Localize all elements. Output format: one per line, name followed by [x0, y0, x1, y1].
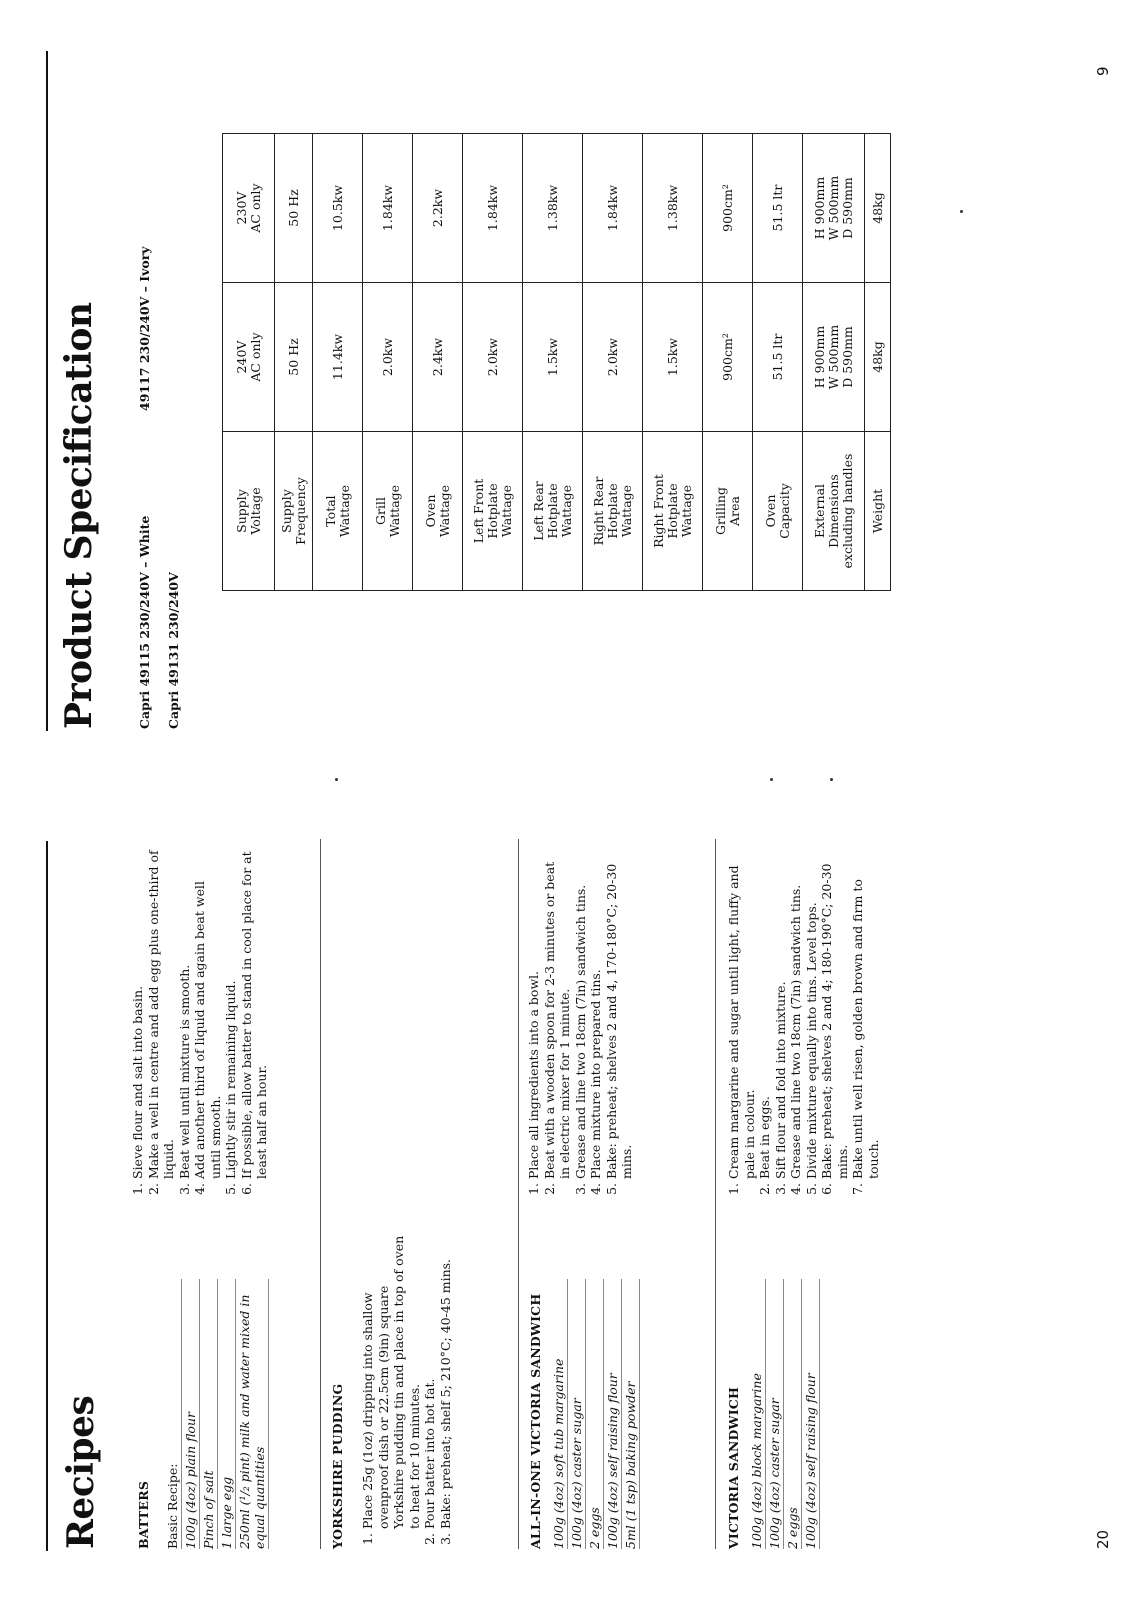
spec-label	[463, 432, 523, 591]
batters-steps	[130, 849, 270, 1199]
spec-cell-line: Wattage	[678, 484, 694, 538]
step: 4. Grease and line two 18cm (7in) sandwich tins.	[788, 839, 804, 1179]
step: 4. Place mixture into prepared tins.	[588, 849, 604, 1179]
model-line-2: Capri 49131 230/240V	[166, 572, 181, 729]
spec-cell-line: Hotplate	[664, 483, 680, 539]
spec-value-240v	[865, 283, 891, 432]
step: 2. Pour batter into hot fat.	[422, 1229, 438, 1529]
spec-cell-line: External	[811, 483, 827, 539]
spec-cell-line: Oven	[422, 494, 438, 528]
spec-cell-line: 2.0kw	[604, 337, 620, 377]
spec-cell-line: H 900mm	[811, 325, 827, 389]
spec-value-240v	[643, 283, 703, 432]
spec-row	[703, 134, 753, 591]
spec-cell-line: Dimensions	[825, 474, 841, 548]
spec-cell-line: 2.4kw	[429, 337, 445, 377]
spec-value-240v	[223, 283, 275, 432]
spec-cell-line: Wattage	[336, 484, 352, 538]
step: 1. Place 25g (1oz) dripping into shallow ovenproof dish or 22.5cm (9in) square Yorkshire pudding tin and place in top of oven to heat for 10 minutes.	[360, 1229, 422, 1529]
spec-value-230v	[313, 134, 363, 283]
spec-cell-line: 11.4kw	[329, 333, 345, 381]
spec-cell-line: 1.84kw	[484, 184, 500, 232]
spec-cell-line: 50 Hz	[285, 189, 301, 227]
step: 5. Bake: preheat; shelves 2 and 4, 170-180°C; 20-30 mins.	[604, 849, 635, 1179]
spec-cell-line: 1.38kw	[544, 184, 560, 232]
ingredient: 100g (4oz) soft tub margarine	[550, 1279, 568, 1549]
all-in-one-ingredients	[550, 1279, 640, 1549]
step: 4. Add another third of liquid and again beat well until smooth.	[192, 849, 223, 1179]
step: 1. Sieve flour and salt into basin.	[130, 849, 146, 1179]
spec-cell-line: Wattage	[558, 484, 574, 538]
spec-cell-line: 2.0kw	[484, 337, 500, 377]
spec-cell-line: Grill	[372, 497, 388, 525]
spec-value-240v	[313, 283, 363, 432]
spec-value-240v	[583, 283, 643, 432]
spec-table	[222, 133, 891, 591]
spec-value-230v	[363, 134, 413, 283]
spec-value-230v	[463, 134, 523, 283]
ingredient: 100g (4oz) self raising flour	[604, 1279, 622, 1549]
spec-value-240v	[753, 283, 803, 432]
spec-row	[523, 134, 583, 591]
spec-value-240v	[463, 283, 523, 432]
speck	[770, 778, 773, 781]
spec-value-230v	[413, 134, 463, 283]
ingredient: Basic Recipe:	[164, 1279, 182, 1549]
spec-value-240v	[523, 283, 583, 432]
speck	[830, 778, 833, 781]
victoria-steps	[726, 839, 881, 1199]
spec-label	[275, 432, 313, 591]
spec-page-number: 9	[1094, 66, 1112, 76]
step: 1. Place all ingredients into a bowl.	[526, 849, 542, 1179]
spec-cell-line: Grilling	[712, 487, 728, 536]
spec-table-body	[223, 134, 891, 591]
spec-cell-line: 2.0kw	[379, 337, 395, 377]
spec-cell-line: Right Front	[650, 474, 666, 548]
spec-cell-line: 51.5 ltr	[769, 333, 785, 381]
spec-cell-line: Wattage	[498, 484, 514, 538]
model-line-1a: Capri 49115 230/240V – White	[137, 515, 152, 729]
spec-label	[313, 432, 363, 591]
speck	[335, 778, 338, 781]
recipes-page-number: 20	[1094, 1529, 1112, 1549]
all-in-one-heading: ALL-IN-ONE VICTORIA SANDWICH	[528, 1293, 543, 1549]
spec-cell-line: 48kg	[869, 192, 885, 224]
spec-cell-line: 2.2kw	[429, 188, 445, 228]
ingredient: 100g (4oz) plain flour	[182, 1279, 200, 1549]
spec-row	[363, 134, 413, 591]
spec-value-230v	[223, 134, 275, 283]
step: 3. Grease and line two 18cm (7in) sandwich tins.	[573, 849, 589, 1179]
spec-cell-line: W 500mm	[825, 175, 841, 241]
spec-cell-line: 1.38kw	[664, 184, 680, 232]
spec-row	[643, 134, 703, 591]
ingredient: 100g (4oz) self raising flour	[802, 1279, 820, 1549]
step: 6. Bake: preheat; shelves 2 and 4; 180-190°C; 20-30 mins.	[819, 839, 850, 1179]
ingredient: 2 eggs	[784, 1279, 802, 1549]
spec-cell-line: Hotplate	[604, 483, 620, 539]
spec-label	[583, 432, 643, 591]
spec-cell-line: Wattage	[436, 484, 452, 538]
ingredient: 5ml (1 tsp) baking powder	[622, 1279, 640, 1549]
spec-value-230v	[703, 134, 753, 283]
spec-cell-line: Left Front	[470, 478, 486, 544]
spec-value-230v	[523, 134, 583, 283]
spec-cell-line: Wattage	[618, 484, 634, 538]
spec-row	[865, 134, 891, 591]
section-divider	[518, 839, 519, 1549]
spec-cell-line: 1.84kw	[379, 184, 395, 232]
spec-cell-line: Left Rear	[530, 481, 546, 541]
spec-cell-line: H 900mm	[811, 176, 827, 240]
spec-label	[803, 432, 865, 591]
spec-cell-line: Hotplate	[544, 483, 560, 539]
recipes-top-rule	[46, 841, 48, 1551]
spec-cell-line: Voltage	[247, 487, 263, 535]
spec-cell-line: Oven	[762, 494, 778, 528]
step: 3. Bake: preheat; shelf 5; 210°C; 40-45 mins.	[438, 1229, 454, 1529]
spec-cell-line: 900cm²	[719, 333, 735, 381]
spec-cell-line: Capacity	[776, 483, 792, 539]
step: 5. Divide mixture equally into tins. Level tops.	[804, 839, 820, 1179]
spec-row	[463, 134, 523, 591]
spec-label	[865, 432, 891, 591]
victoria-ingredients	[748, 1279, 820, 1549]
ingredient: 100g (4oz) block margarine	[748, 1279, 766, 1549]
speck	[960, 210, 963, 213]
spec-row	[583, 134, 643, 591]
spec-value-230v	[753, 134, 803, 283]
spec-cell-line: 51.5 ltr	[769, 184, 785, 232]
section-divider	[320, 839, 321, 1549]
spec-cell-line: excluding handles	[839, 453, 855, 569]
spec-cell-line: 900cm²	[719, 184, 735, 232]
spec-cell-line: 1.5kw	[664, 337, 680, 377]
spec-label	[413, 432, 463, 591]
ingredient: 100g (4oz) caster sugar	[568, 1279, 586, 1549]
spec-value-230v	[583, 134, 643, 283]
spec-cell-line: Wattage	[386, 484, 402, 538]
spec-value-230v	[275, 134, 313, 283]
spec-row	[413, 134, 463, 591]
spec-cell-line: 10.5kw	[329, 184, 345, 232]
spec-cell-line: AC only	[247, 332, 263, 382]
yorkshire-steps	[360, 1229, 453, 1549]
spec-cell-line: 48kg	[869, 341, 885, 373]
spec-cell-line: Supply	[278, 489, 294, 533]
step: 7. Bake until well risen, golden brown and firm to touch.	[850, 839, 881, 1179]
spec-cell-line: AC only	[247, 183, 263, 233]
spec-value-240v	[413, 283, 463, 432]
spec-row	[223, 134, 275, 591]
spec-cell-line: W 500mm	[825, 324, 841, 390]
victoria-heading: VICTORIA SANDWICH	[726, 1386, 741, 1549]
spec-cell-line: 50 Hz	[285, 338, 301, 376]
spec-cell-line: 230V	[233, 191, 249, 225]
spec-cell-line: D 590mm	[839, 326, 855, 388]
recipes-title: Recipes	[60, 1395, 102, 1549]
spec-cell-line: Supply	[233, 489, 249, 533]
spec-cell-line: Frequency	[292, 477, 308, 545]
spec-cell-line: 1.84kw	[604, 184, 620, 232]
spec-row	[275, 134, 313, 591]
section-divider	[715, 839, 716, 1549]
spec-value-240v	[275, 283, 313, 432]
step: 3. Sift flour and fold into mixture.	[773, 839, 789, 1179]
spec-value-240v	[363, 283, 413, 432]
ingredient: Pinch of salt	[200, 1279, 218, 1549]
step: 5. Lightly stir in remaining liquid.	[223, 849, 239, 1179]
ingredient: 250ml (¹/₂ pint) milk and water mixed in equal quantities	[236, 1279, 269, 1549]
batters-heading: BATTERS	[136, 1480, 151, 1549]
step: 2. Make a well in centre and add egg plus one-third of liquid.	[146, 849, 177, 1179]
step: 6. If possible, allow batter to stand in cool place for at least half an hour.	[239, 849, 270, 1179]
spec-label	[753, 432, 803, 591]
spec-value-230v	[865, 134, 891, 283]
spec-cell-line: 240V	[233, 340, 249, 374]
spec-cell-line: Area	[726, 496, 742, 526]
spec-value-240v	[703, 283, 753, 432]
spec-row	[753, 134, 803, 591]
ingredient: 1 large egg	[218, 1279, 236, 1549]
all-in-one-steps	[526, 849, 635, 1199]
spec-cell-line: Weight	[869, 488, 885, 534]
spec-label	[223, 432, 275, 591]
step: 2. Beat in eggs.	[757, 839, 773, 1179]
step: 3. Beat well until mixture is smooth.	[177, 849, 193, 1179]
spec-value-230v	[803, 134, 865, 283]
yorkshire-heading: YORKSHIRE PUDDING	[330, 1383, 345, 1549]
ingredient: 100g (4oz) caster sugar	[766, 1279, 784, 1549]
ingredient: 2 eggs	[586, 1279, 604, 1549]
step: 2. Beat with a wooden spoon for 2-3 minutes or beat in electric mixer for 1 minute.	[542, 849, 573, 1179]
spec-label	[703, 432, 753, 591]
spec-cell-line: Total	[322, 495, 338, 527]
spec-label	[363, 432, 413, 591]
spec-cell-line: Hotplate	[484, 483, 500, 539]
batters-ingredients	[164, 1279, 269, 1549]
spec-row	[803, 134, 865, 591]
spec-cell-line: D 590mm	[839, 177, 855, 239]
spec-label	[643, 432, 703, 591]
spec-value-240v	[803, 283, 865, 432]
spec-label	[523, 432, 583, 591]
step: 1. Cream margarine and sugar until light, fluffy and pale in colour.	[726, 839, 757, 1179]
spec-row	[313, 134, 363, 591]
spec-cell-line: 1.5kw	[544, 337, 560, 377]
spec-top-rule	[46, 51, 48, 731]
spec-value-230v	[643, 134, 703, 283]
spec-title: Product Specification	[58, 302, 100, 729]
model-line-1b: 49117 230/240V – Ivory	[137, 246, 152, 411]
spec-cell-line: Right Rear	[590, 476, 606, 546]
